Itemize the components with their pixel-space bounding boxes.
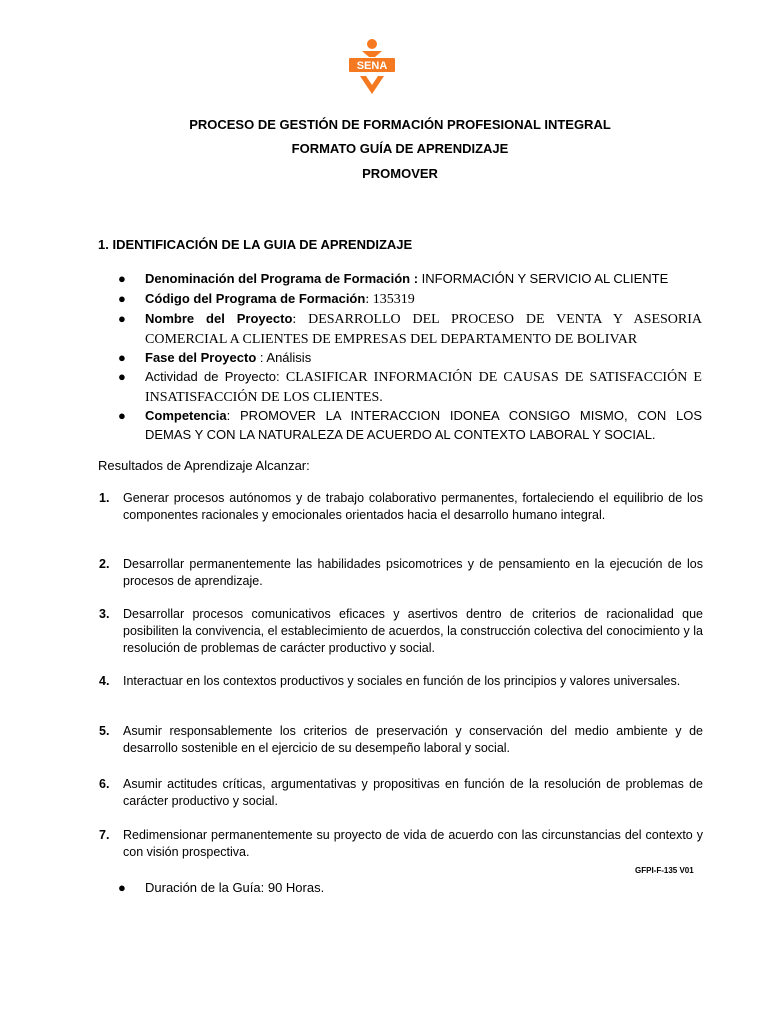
bullet-icon: ● <box>118 408 126 423</box>
bullet-icon: ● <box>118 271 126 286</box>
bullet-icon: ● <box>118 369 126 384</box>
resultado-text: Generar procesos autónomos y de trabajo colaborativo permanentes, fortaleciendo el equilibrio de los componentes racionales y emocionales orientados hacia el desarrollo humano integral. <box>123 491 703 522</box>
sena-logo-text: SENA <box>356 60 388 72</box>
section-title: 1. IDENTIFICACIÓN DE LA GUIA DE APRENDIZAJE <box>98 237 413 252</box>
bullet-value: : DESARROLLO DEL PROCESO DE VENTA Y ASESORIA COMERCIAL A CLIENTES DE EMPRESAS DEL DEPARTAMENTO DE BOLIVAR <box>145 312 702 347</box>
resultado-number: 2. <box>99 557 110 571</box>
bullet-icon: ● <box>118 311 126 326</box>
resultado-item <box>99 673 703 690</box>
bullet-label: Denominación del Programa de Formación : <box>145 271 419 286</box>
bullet-fase <box>118 348 702 367</box>
bullet-value: CLASIFICAR INFORMACIÓN DE CAUSAS DE SATISFACCIÓN E INSATISFACCIÓN DE LOS CLIENTES. <box>145 370 702 405</box>
bullet-icon: ● <box>118 291 126 306</box>
resultado-number: 4. <box>99 674 110 688</box>
resultado-number: 7. <box>99 828 110 842</box>
header-line-2: FORMATO GUÍA DE APRENDIZAJE <box>291 141 509 156</box>
resultado-item <box>99 606 703 657</box>
resultado-text: Asumir responsablemente los criterios de preservación y conservación del medio ambiente y de desarrollo sostenible en el ejercicio de su desempeño laboral y social. <box>123 724 703 755</box>
resultado-text: Interactuar en los contextos productivos y sociales en función de los principios y valores universales. <box>123 674 681 688</box>
resultado-item <box>99 556 703 590</box>
bullet-nombre <box>118 309 702 349</box>
resultado-text: Desarrollar procesos comunicativos eficaces y asertivos dentro de criterios de racionalidad que posibiliten la convivencia, el establecimiento de acuerdos, la construcción colectiva del conocimiento y la resolución de problemas de carácter productivo y social. <box>123 607 703 655</box>
header-line-3: PROMOVER <box>362 166 438 181</box>
bullet-duracion <box>118 878 702 897</box>
duracion-text: Duración de la Guía: 90 Horas. <box>145 880 325 895</box>
resultado-item <box>99 490 703 524</box>
bullet-value: : Análisis <box>256 350 312 365</box>
bullet-label: Nombre del Proyecto <box>145 311 293 326</box>
bullet-label: Fase del Proyecto <box>145 350 257 365</box>
bullet-label: Competencia <box>145 408 227 423</box>
resultado-number: 1. <box>99 491 110 505</box>
resultado-item <box>99 723 703 757</box>
bullet-label: Actividad de Proyecto: <box>145 369 286 384</box>
bullet-value: : 135319 <box>365 292 415 307</box>
bullet-competencia <box>118 406 702 444</box>
bullet-actividad <box>118 367 702 407</box>
bullet-value: INFORMACIÓN Y SERVICIO AL CLIENTE <box>418 271 669 286</box>
bullet-icon: ● <box>118 880 126 895</box>
resultado-text: Desarrollar permanentemente las habilidades psicomotrices y de pensamiento en la ejecución de los procesos de aprendizaje. <box>123 557 703 588</box>
bullet-codigo <box>118 289 702 309</box>
header-line-1: PROCESO DE GESTIÓN DE FORMACIÓN PROFESIONAL INTEGRAL <box>189 117 611 132</box>
resultado-number: 3. <box>99 607 110 621</box>
resultado-number: 6. <box>99 777 110 791</box>
resultado-item <box>99 776 703 810</box>
bullet-value: : PROMOVER LA INTERACCION IDONEA CONSIGO MISMO, CON LOS DEMAS Y CON LA NATURALEZA DE ACUERDO AL CONTEXTO LABORAL Y SOCIAL. <box>145 408 702 442</box>
resultado-number: 5. <box>99 724 110 738</box>
resultado-text: Redimensionar permanentemente su proyecto de vida de acuerdo con las circunstancias del contexto y con visión prospectiva. <box>123 828 703 859</box>
sena-logo <box>342 38 402 98</box>
bullet-denominacion <box>118 269 702 288</box>
form-code: GFPI-F-135 V01 <box>635 866 694 875</box>
resultado-item <box>99 827 703 861</box>
resultado-text: Asumir actitudes críticas, argumentativas y propositivas en función de la resolución de problemas de carácter productivo y social. <box>123 777 703 808</box>
bullet-label: Código del Programa de Formación <box>145 291 366 306</box>
resultados-title: Resultados de Aprendizaje Alcanzar: <box>98 458 310 473</box>
bullet-icon: ● <box>118 350 126 365</box>
